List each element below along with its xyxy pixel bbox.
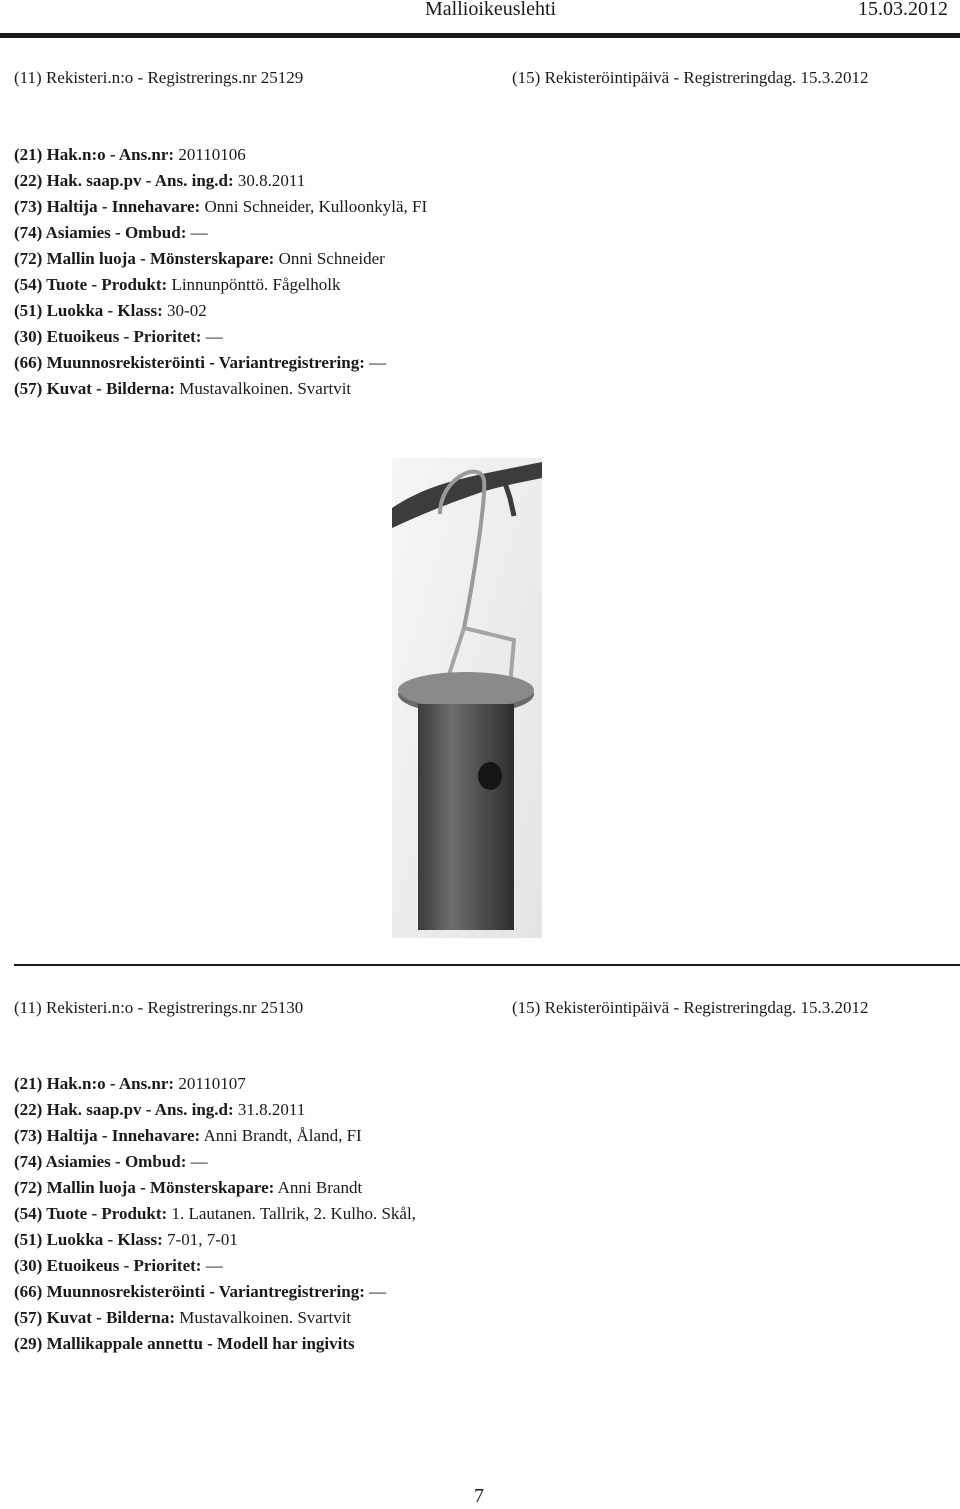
page-number: 7 xyxy=(474,1485,484,1507)
field-variant-registration: (66) Muunnosrekisteröinti - Variantregistrering: — xyxy=(14,353,387,372)
field-designer: (72) Mallin luoja - Mönsterskapare: Anni Brandt xyxy=(14,1178,363,1197)
registration-number-value: 25130 xyxy=(260,998,304,1017)
field-agent: (74) Asiamies - Ombud: — xyxy=(14,223,208,242)
registration-number-2 xyxy=(14,998,303,1018)
registration-number-label: (11) Rekisteri.n:o - Registrerings.nr xyxy=(14,68,257,87)
field-application-number: (21) Hak.n:o - Ans.nr: 20110107 xyxy=(14,1074,246,1093)
field-filing-date: (22) Hak. saap.pv - Ans. ing.d: 30.8.2011 xyxy=(14,171,306,190)
publication-title: Mallioikeuslehti xyxy=(425,0,557,20)
entry-2-fields xyxy=(14,1071,416,1357)
registration-number-value: 25129 xyxy=(260,68,304,87)
registration-number-1 xyxy=(14,68,303,88)
field-priority: (30) Etuoikeus - Prioritet: — xyxy=(14,1256,223,1275)
field-designer: (72) Mallin luoja - Mönsterskapare: Onni Schneider xyxy=(14,249,385,268)
registration-date-value: 15.3.2012 xyxy=(800,998,869,1017)
registration-date-value: 15.3.2012 xyxy=(800,68,869,87)
field-images: (57) Kuvat - Bilderna: Mustavalkoinen. Svartvit xyxy=(14,379,352,398)
birdhouse-illustration xyxy=(392,458,542,938)
field-class: (51) Luokka - Klass: 7-01, 7-01 xyxy=(14,1230,238,1249)
publication-date: 15.03.2012 xyxy=(858,0,948,20)
field-holder: (73) Haltija - Innehavare: Onni Schneider, Kulloonkylä, FI xyxy=(14,197,428,216)
registration-date-label: (15) Rekisteröintipäivä - Registreringdag. xyxy=(512,998,797,1017)
field-product: (54) Tuote - Produkt: Linnunpönttö. Fågelholk xyxy=(14,275,341,294)
field-priority: (30) Etuoikeus - Prioritet: — xyxy=(14,327,223,346)
header-divider xyxy=(0,33,960,38)
field-images: (57) Kuvat - Bilderna: Mustavalkoinen. Svartvit xyxy=(14,1308,352,1327)
birdhouse-photo xyxy=(392,458,542,938)
field-specimen-submitted: (29) Mallikappale annettu - Modell har ingivits xyxy=(14,1334,355,1353)
field-agent: (74) Asiamies - Ombud: — xyxy=(14,1152,208,1171)
registration-date-1 xyxy=(512,68,868,88)
entry-1-fields xyxy=(14,142,427,402)
registration-number-label: (11) Rekisteri.n:o - Registrerings.nr xyxy=(14,998,257,1017)
entry-divider xyxy=(14,964,960,966)
field-filing-date: (22) Hak. saap.pv - Ans. ing.d: 31.8.2011 xyxy=(14,1100,306,1119)
field-variant-registration: (66) Muunnosrekisteröinti - Variantregistrering: — xyxy=(14,1282,387,1301)
field-class: (51) Luokka - Klass: 30-02 xyxy=(14,301,207,320)
field-application-number: (21) Hak.n:o - Ans.nr: 20110106 xyxy=(14,145,246,164)
registration-date-2 xyxy=(512,998,868,1018)
field-holder: (73) Haltija - Innehavare: Anni Brandt, Åland, FI xyxy=(14,1126,362,1145)
field-product: (54) Tuote - Produkt: 1. Lautanen. Tallrik, 2. Kulho. Skål, xyxy=(14,1204,416,1223)
registration-date-label: (15) Rekisteröintipäivä - Registreringdag. xyxy=(512,68,797,87)
